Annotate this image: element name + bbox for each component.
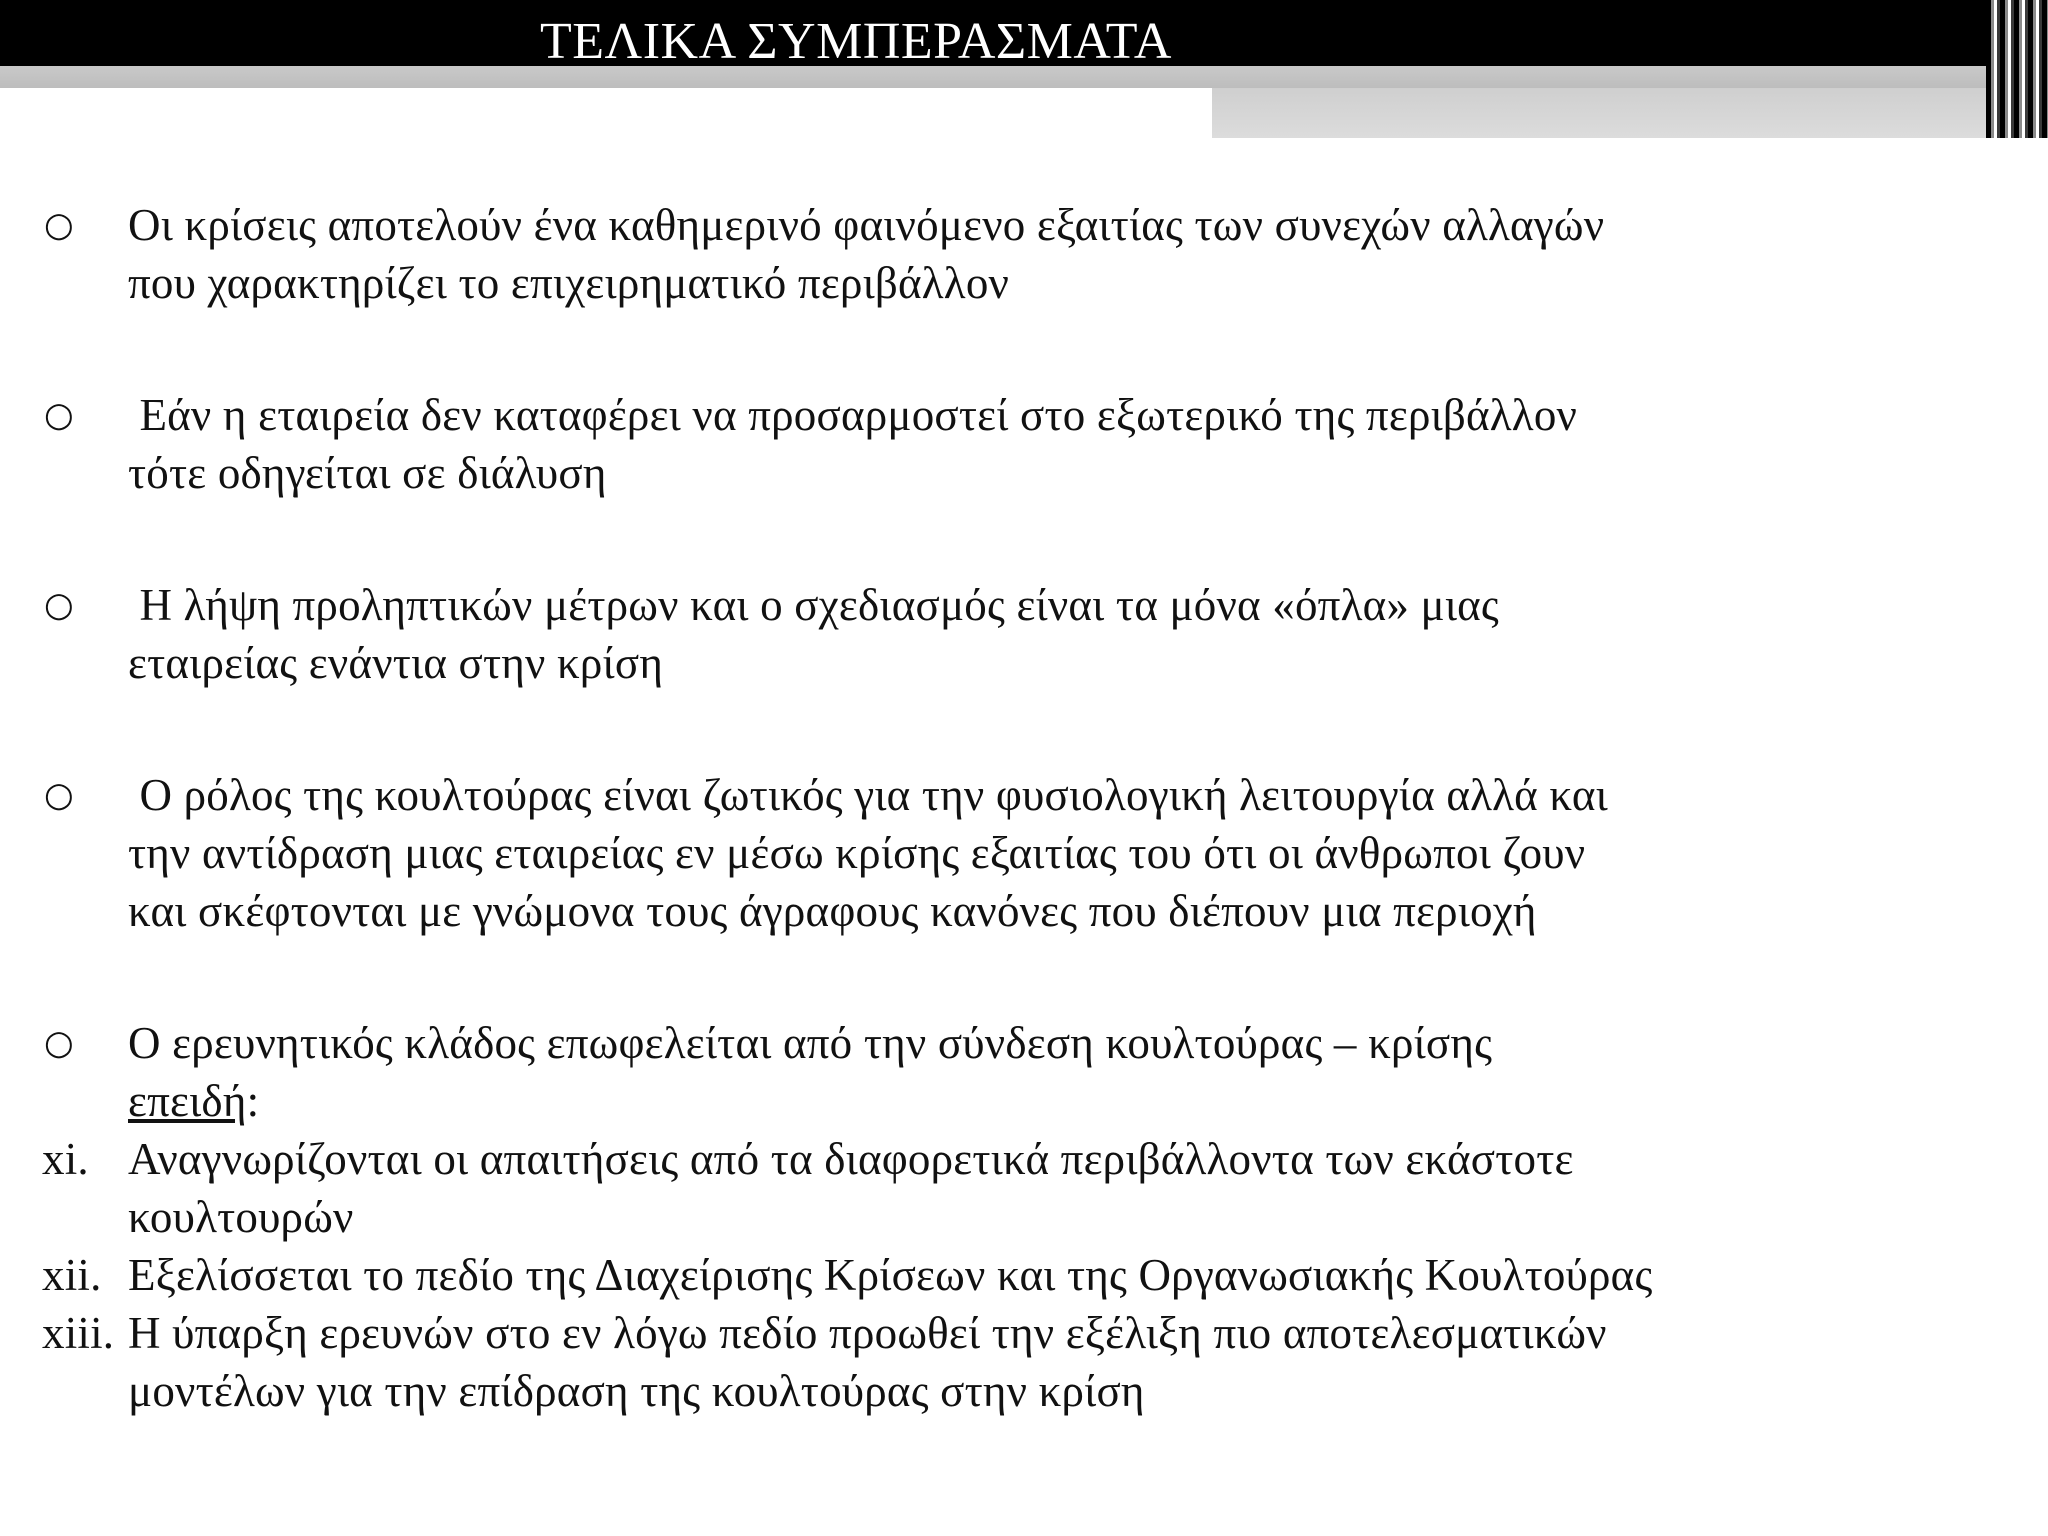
circle-bullet-icon: ○ xyxy=(44,775,74,815)
numbered-line: μοντέλων για την επίδραση της κουλτούρας στην κρίση xyxy=(128,1366,1145,1416)
bullet-line: την αντίδραση μιας εταιρείας εν μέσω κρίσης εξαιτίας του ότι οι άνθρωποι ζουν xyxy=(128,828,1586,878)
slide-title: ΤΕΛΙΚΑ ΣΥΜΠΕΡΑΣΜΑΤΑ xyxy=(540,13,1172,70)
bullet-item xyxy=(40,1014,2000,1130)
numbered-line: Αναγνωρίζονται οι απαιτήσεις από τα διαφορετικά περιβάλλοντα των εκάστοτε xyxy=(128,1134,1574,1184)
bullet-line: εταιρείας ενάντια στην κρίση xyxy=(128,638,664,688)
header-accent-band xyxy=(1212,88,2000,138)
numbered-line: Εξελίσσεται το πεδίο της Διαχείρισης Κρίσεων και της Οργανωσιακής Κουλτούρας xyxy=(128,1250,1653,1300)
circle-bullet-icon: ○ xyxy=(44,585,74,625)
bullet-item xyxy=(40,386,2000,502)
bullet-item xyxy=(40,766,2000,940)
numbered-item xyxy=(40,1246,2000,1304)
circle-bullet-icon: ○ xyxy=(44,205,74,245)
roman-numeral: xii. xyxy=(42,1250,102,1300)
roman-numeral: xiii. xyxy=(42,1308,115,1358)
bullet-line: Οι κρίσεις αποτελούν ένα καθημερινό φαινόμενο εξαιτίας των συνεχών αλλαγών xyxy=(128,200,1605,250)
slide-content xyxy=(40,196,2000,1420)
bullet-line: και σκέφτονται με γνώμονα τους άγραφους κανόνες που διέπουν μια περιοχή xyxy=(128,886,1537,936)
bullet-line: τότε οδηγείται σε διάλυση xyxy=(128,448,607,498)
bullet-line: που χαρακτηρίζει το επιχειρηματικό περιβάλλον xyxy=(128,258,1010,308)
bullet-item xyxy=(40,196,2000,312)
circle-bullet-icon: ○ xyxy=(44,1023,74,1063)
bullet-suffix: : xyxy=(246,1076,260,1126)
bullet-line: Η λήψη προληπτικών μέτρων και ο σχεδιασμός είναι τα μόνα «όπλα» μιας xyxy=(128,580,1499,630)
circle-bullet-icon: ○ xyxy=(44,395,74,435)
header-stripes xyxy=(1986,0,2048,138)
bullet-line: Εάν η εταιρεία δεν καταφέρει να προσαρμοστεί στο εξωτερικό της περιβάλλον xyxy=(128,390,1578,440)
numbered-item xyxy=(40,1304,2000,1420)
roman-numeral: xi. xyxy=(42,1134,89,1184)
bullet-line: Ο ρόλος της κουλτούρας είναι ζωτικός για την φυσιολογική λειτουργία αλλά και xyxy=(128,770,1608,820)
numbered-line: Η ύπαρξη ερευνών στο εν λόγω πεδίο προωθεί την εξέλιξη πιο αποτελεσματικών xyxy=(128,1308,1607,1358)
bullet-line: Ο ερευνητικός κλάδος επωφελείται από την σύνδεση κουλτούρας – κρίσης xyxy=(128,1018,1493,1068)
numbered-item xyxy=(40,1130,2000,1246)
bullet-line xyxy=(128,1072,2000,1130)
bullet-item xyxy=(40,576,2000,692)
numbered-line: κουλτουρών xyxy=(128,1192,354,1242)
underlined-word: επειδή xyxy=(128,1076,247,1126)
